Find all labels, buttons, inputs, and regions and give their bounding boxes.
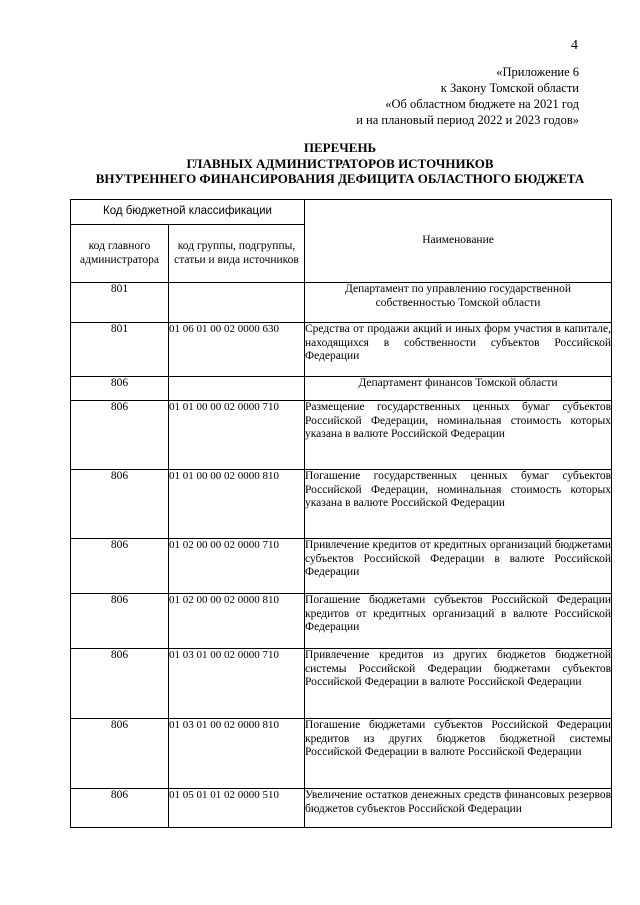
header-name: Наименование bbox=[305, 200, 612, 283]
table-row bbox=[71, 539, 612, 594]
name-cell: Погашение бюджетами субъектов Российской Федерации кредитов из других бюджетов бюджетной системы Российской Федерации в валюте Российской Федерации bbox=[305, 719, 612, 789]
appendix-line: «Об областном бюджете на 2021 год bbox=[385, 97, 579, 111]
table-row bbox=[71, 719, 612, 789]
name-cell: Размещение государственных ценных бумаг субъектов Российской Федерации, номинальная стоимость которых указана в валюте Российской Федерации bbox=[305, 401, 612, 470]
appendix-line: и на плановый период 2022 и 2023 годов» bbox=[356, 113, 579, 127]
table-header bbox=[71, 200, 612, 283]
source-code-cell bbox=[169, 377, 305, 401]
header-source-code: код группы, подгруппы, статьи и вида источников bbox=[169, 225, 305, 283]
table-row bbox=[71, 649, 612, 719]
admin-code-cell: 806 bbox=[71, 401, 169, 470]
appendix-reference bbox=[249, 64, 579, 128]
name-cell: Погашение бюджетами субъектов Российской Федерации кредитов от кредитных организаций в валюте Российской Федерации bbox=[305, 594, 612, 649]
source-code-cell: 01 01 00 00 02 0000 710 bbox=[169, 401, 305, 470]
source-code-cell: 01 03 01 00 02 0000 710 bbox=[169, 649, 305, 719]
header-admin-code: код главного администратора bbox=[71, 225, 169, 283]
name-cell: Увеличение остатков денежных средств финансовых резервов бюджетов субъектов Российской Федерации bbox=[305, 789, 612, 828]
title-line: ПЕРЕЧЕНЬ bbox=[303, 140, 377, 155]
name-cell: Погашение государственных ценных бумаг субъектов Российской Федерации, номинальная стоимость которых указана в валюте Российской Федерации bbox=[305, 470, 612, 539]
admin-code-cell: 806 bbox=[71, 377, 169, 401]
page-number: 4 bbox=[571, 38, 578, 53]
table-row bbox=[71, 401, 612, 470]
name-cell: Привлечение кредитов от кредитных организаций бюджетами субъектов Российской Федерации в валюте Российской Федерации bbox=[305, 539, 612, 594]
admin-code-cell: 806 bbox=[71, 470, 169, 539]
name-cell: Департамент по управлению государственной собственностью Томской области bbox=[305, 283, 612, 323]
admin-code-cell: 806 bbox=[71, 539, 169, 594]
table-row bbox=[71, 283, 612, 323]
source-code-cell: 01 03 01 00 02 0000 810 bbox=[169, 719, 305, 789]
table-row bbox=[71, 470, 612, 539]
source-code-cell: 01 01 00 00 02 0000 810 bbox=[169, 470, 305, 539]
appendix-line: «Приложение 6 bbox=[496, 65, 579, 79]
admin-code-cell: 806 bbox=[71, 649, 169, 719]
table-row bbox=[71, 789, 612, 828]
table-body bbox=[71, 283, 612, 828]
name-cell: Средства от продажи акций и иных форм участия в капитале, находящихся в собственности субъектов Российской Федерации bbox=[305, 323, 612, 377]
name-cell: Департамент финансов Томской области bbox=[305, 377, 612, 401]
header-budget-classification: Код бюджетной классификации bbox=[71, 200, 305, 225]
table-row bbox=[71, 323, 612, 377]
appendix-line: к Закону Томской области bbox=[440, 81, 579, 95]
admin-code-cell: 801 bbox=[71, 323, 169, 377]
title-line: ВНУТРЕННЕГО ФИНАНСИРОВАНИЯ ДЕФИЦИТА ОБЛАСТНОГО БЮДЖЕТА bbox=[95, 171, 585, 186]
source-code-cell: 01 02 00 00 02 0000 810 bbox=[169, 594, 305, 649]
admin-code-cell: 806 bbox=[71, 594, 169, 649]
table-row bbox=[71, 377, 612, 401]
document-title bbox=[70, 140, 610, 187]
table-row bbox=[71, 594, 612, 649]
admin-code-cell: 806 bbox=[71, 789, 169, 828]
admin-code-cell: 806 bbox=[71, 719, 169, 789]
name-cell: Привлечение кредитов из других бюджетов бюджетной системы Российской Федерации бюджетами субъектов Российской Федерации в валюте Российской Федерации bbox=[305, 649, 612, 719]
source-code-cell: 01 05 01 01 02 0000 510 bbox=[169, 789, 305, 828]
source-code-cell: 01 02 00 00 02 0000 710 bbox=[169, 539, 305, 594]
administrators-table bbox=[70, 199, 612, 828]
admin-code-cell: 801 bbox=[71, 283, 169, 323]
source-code-cell bbox=[169, 283, 305, 323]
source-code-cell: 01 06 01 00 02 0000 630 bbox=[169, 323, 305, 377]
title-line: ГЛАВНЫХ АДМИНИСТРАТОРОВ ИСТОЧНИКОВ bbox=[186, 155, 494, 171]
